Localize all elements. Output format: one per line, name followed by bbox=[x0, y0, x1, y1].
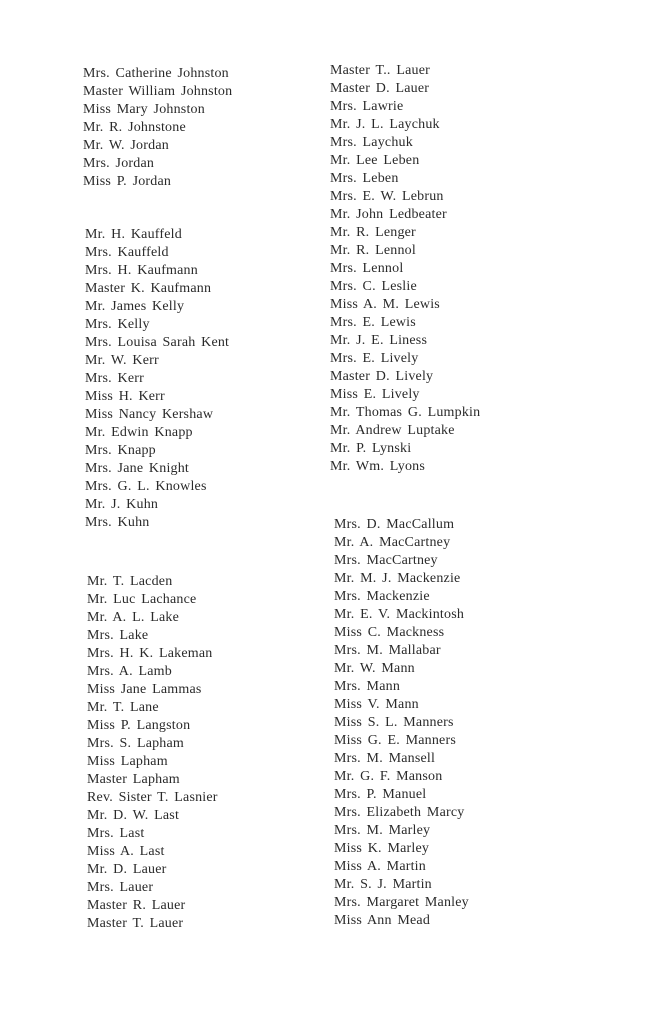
list-item: Mrs. Lake bbox=[87, 628, 149, 643]
list-item: Mrs. Lawrie bbox=[330, 99, 404, 114]
list-item: Miss A. Last bbox=[87, 844, 165, 859]
list-item: Mr. R. Lennol bbox=[330, 243, 416, 258]
list-item: Mr. T. Lacden bbox=[87, 574, 173, 589]
name-list-l-continued bbox=[330, 62, 480, 476]
list-item: Mrs. G. L. Knowles bbox=[85, 479, 207, 494]
list-item: Mr. T. Lane bbox=[87, 700, 159, 715]
list-item: Mr. Thomas G. Lumpkin bbox=[330, 405, 481, 420]
list-item: Mrs. C. Leslie bbox=[330, 279, 417, 294]
list-item: Mrs. Mann bbox=[334, 679, 401, 694]
list-item: Rev. Sister T. Lasnier bbox=[87, 790, 218, 805]
list-item: Master R. Lauer bbox=[87, 898, 186, 913]
list-item: Master T.. Lauer bbox=[330, 63, 430, 78]
list-item: Mrs. Last bbox=[87, 826, 145, 841]
list-item: Mr. John Ledbeater bbox=[330, 207, 447, 222]
list-item: Master Lapham bbox=[87, 772, 180, 787]
list-item: Mrs. S. Lapham bbox=[87, 736, 185, 751]
list-item: Mrs. Kerr bbox=[85, 371, 145, 386]
list-item: Miss Jane Lammas bbox=[87, 682, 202, 697]
list-item: Miss C. Mackness bbox=[334, 625, 445, 640]
list-item: Mrs. Laychuk bbox=[330, 135, 413, 150]
list-item: Mr. James Kelly bbox=[85, 299, 185, 314]
name-list-l bbox=[87, 573, 218, 933]
list-item: Mrs. M. Mansell bbox=[334, 751, 436, 766]
list-item: Mr. Luc Lachance bbox=[87, 592, 197, 607]
list-item: Mr. D. W. Last bbox=[87, 808, 180, 823]
list-item: Mrs. M. Mallabar bbox=[334, 643, 441, 658]
list-item: Mr. Andrew Luptake bbox=[330, 423, 455, 438]
name-list-j bbox=[83, 65, 232, 191]
list-item: Miss H. Kerr bbox=[85, 389, 165, 404]
name-list-m bbox=[334, 516, 469, 930]
list-item: Miss Lapham bbox=[87, 754, 168, 769]
list-item: Mrs. P. Manuel bbox=[334, 787, 427, 802]
list-item: Mr. R. Lenger bbox=[330, 225, 416, 240]
list-item: Mrs. MacCartney bbox=[334, 553, 438, 568]
list-item: Mrs. E. W. Lebrun bbox=[330, 189, 444, 204]
list-item: Mrs. Jane Knight bbox=[85, 461, 190, 476]
list-item: Master T. Lauer bbox=[87, 916, 184, 931]
list-item: Mrs. E. Lewis bbox=[330, 315, 416, 330]
list-item: Mr. M. J. Mackenzie bbox=[334, 571, 461, 586]
list-item: Miss S. L. Manners bbox=[334, 715, 454, 730]
list-item: Master K. Kaufmann bbox=[85, 281, 212, 296]
list-item: Mr. J. E. Liness bbox=[330, 333, 428, 348]
list-item: Master D. Lauer bbox=[330, 81, 430, 96]
list-item: Miss V. Mann bbox=[334, 697, 419, 712]
list-item: Mrs. Louisa Sarah Kent bbox=[85, 335, 230, 350]
list-item: Miss Ann Mead bbox=[334, 913, 431, 928]
list-item: Mrs. D. MacCallum bbox=[334, 517, 455, 532]
list-item: Mrs. M. Marley bbox=[334, 823, 431, 838]
list-item: Miss E. Lively bbox=[330, 387, 420, 402]
list-item: Mr. R. Johnstone bbox=[83, 120, 186, 135]
list-item: Miss Nancy Kershaw bbox=[85, 407, 214, 422]
list-item: Mr. S. J. Martin bbox=[334, 877, 432, 892]
list-item: Mrs. A. Lamb bbox=[87, 664, 172, 679]
list-item: Mr. J. Kuhn bbox=[85, 497, 159, 512]
list-item: Mr. P. Lynski bbox=[330, 441, 412, 456]
list-item: Mrs. Lennol bbox=[330, 261, 404, 276]
list-item: Mrs. Margaret Manley bbox=[334, 895, 469, 910]
list-item: Mr. A. MacCartney bbox=[334, 535, 451, 550]
list-item: Mrs. Elizabeth Marcy bbox=[334, 805, 465, 820]
list-item: Mrs. Kelly bbox=[85, 317, 150, 332]
list-item: Mr. H. Kauffeld bbox=[85, 227, 182, 242]
list-item: Miss P. Langston bbox=[87, 718, 191, 733]
list-item: Mr. E. V. Mackintosh bbox=[334, 607, 465, 622]
list-item: Mr. W. Mann bbox=[334, 661, 415, 676]
list-item: Mr. J. L. Laychuk bbox=[330, 117, 440, 132]
list-item: Mrs. E. Lively bbox=[330, 351, 419, 366]
list-item: Mrs. Kauffeld bbox=[85, 245, 169, 260]
list-item: Mr. Edwin Knapp bbox=[85, 425, 193, 440]
list-item: Master D. Lively bbox=[330, 369, 434, 384]
name-list-k bbox=[85, 226, 229, 532]
list-item: Mrs. Catherine Johnston bbox=[83, 66, 229, 81]
list-item: Mrs. Kuhn bbox=[85, 515, 150, 530]
list-item: Mr. Wm. Lyons bbox=[330, 459, 426, 474]
list-item: Mrs. H. K. Lakeman bbox=[87, 646, 213, 661]
list-item: Mrs. H. Kaufmann bbox=[85, 263, 198, 278]
list-item: Mr. Lee Leben bbox=[330, 153, 420, 168]
list-item: Miss P. Jordan bbox=[83, 174, 172, 189]
list-item: Mr. G. F. Manson bbox=[334, 769, 443, 784]
list-item: Miss G. E. Manners bbox=[334, 733, 456, 748]
list-item: Mrs. Lauer bbox=[87, 880, 154, 895]
list-item: Miss A. Martin bbox=[334, 859, 426, 874]
list-item: Master William Johnston bbox=[83, 84, 233, 99]
list-item: Mrs. Jordan bbox=[83, 156, 155, 171]
list-item: Miss K. Marley bbox=[334, 841, 430, 856]
list-item: Miss A. M. Lewis bbox=[330, 297, 440, 312]
list-item: Mrs. Mackenzie bbox=[334, 589, 430, 604]
list-item: Mr. W. Jordan bbox=[83, 138, 169, 153]
list-item: Mr. A. L. Lake bbox=[87, 610, 180, 625]
list-item: Mrs. Knapp bbox=[85, 443, 156, 458]
list-item: Mr. D. Lauer bbox=[87, 862, 167, 877]
list-item: Mr. W. Kerr bbox=[85, 353, 159, 368]
list-item: Mrs. Leben bbox=[330, 171, 399, 186]
list-item: Miss Mary Johnston bbox=[83, 102, 205, 117]
